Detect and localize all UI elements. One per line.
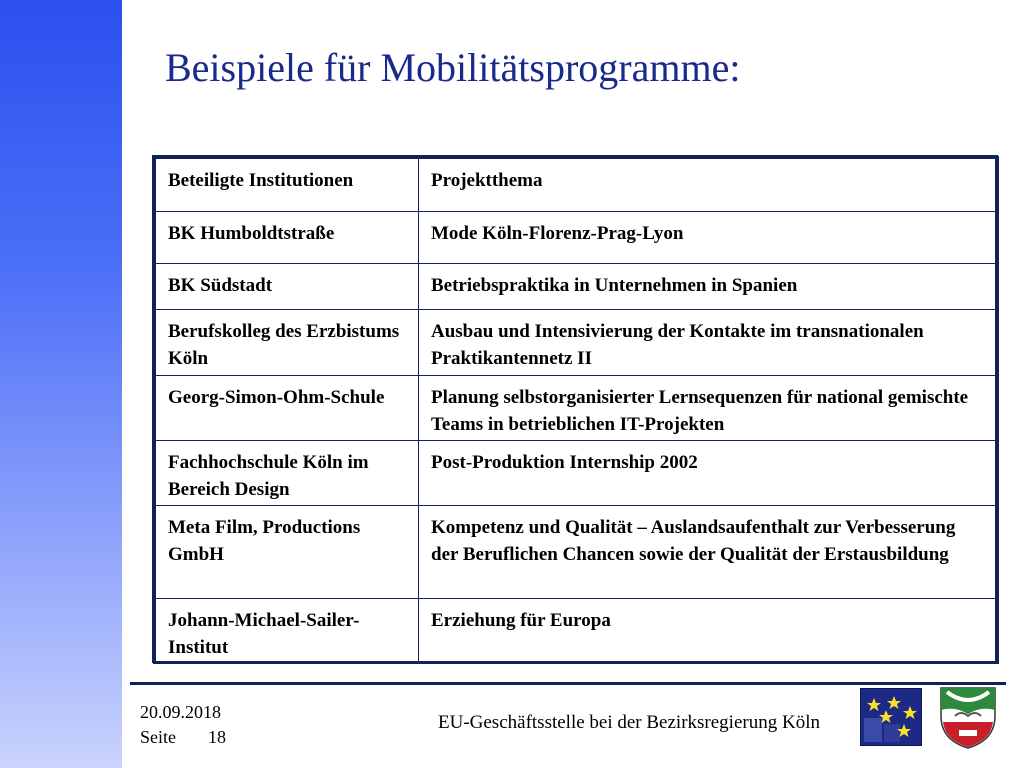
table-row bbox=[156, 310, 996, 376]
cell-institution: Meta Film, Productions GmbH bbox=[156, 506, 419, 599]
eu-stars-logo-icon bbox=[860, 688, 922, 746]
cell-project: Ausbau und Intensivierung der Kontakte im transnationalen Praktikantennetz II bbox=[419, 310, 996, 376]
page-number: 18 bbox=[208, 727, 226, 747]
header-institutions: Beteiligte Institutionen bbox=[156, 159, 419, 212]
programs-table bbox=[152, 155, 998, 663]
side-gradient-bar bbox=[0, 0, 122, 768]
footer-page-info bbox=[140, 727, 226, 748]
cell-project: Erziehung für Europa bbox=[419, 599, 996, 662]
cell-institution: BK Humboldtstraße bbox=[156, 212, 419, 264]
cell-institution: Georg-Simon-Ohm-Schule bbox=[156, 376, 419, 441]
table-header-row bbox=[156, 159, 996, 212]
cell-project: Kompetenz und Qualität – Auslandsaufenthalt zur Verbesserung der Beruflichen Chancen sowie der Qualität der Erstausbildung bbox=[419, 506, 996, 599]
cell-institution: Berufskolleg des Erzbistums Köln bbox=[156, 310, 419, 376]
table-row bbox=[156, 441, 996, 506]
footer-organization: EU-Geschäftsstelle bei der Bezirksregierung Köln bbox=[438, 712, 820, 733]
header-project-topic: Projektthema bbox=[419, 159, 996, 212]
table-row bbox=[156, 506, 996, 599]
cell-institution: BK Südstadt bbox=[156, 264, 419, 310]
cell-project: Planung selbstorganisierter Lernsequenzen für national gemischte Teams in betrieblichen IT-Projekten bbox=[419, 376, 996, 441]
footer-divider bbox=[130, 682, 1006, 685]
table-row bbox=[156, 212, 996, 264]
slide-title: Beispiele für Mobilitätsprogramme: bbox=[165, 45, 741, 90]
cell-institution: Johann-Michael-Sailer-Institut bbox=[156, 599, 419, 662]
table-row bbox=[156, 599, 996, 662]
cell-project: Betriebspraktika in Unternehmen in Spanien bbox=[419, 264, 996, 310]
page-label: Seite bbox=[140, 727, 176, 747]
cell-institution: Fachhochschule Köln im Bereich Design bbox=[156, 441, 419, 506]
nrw-coat-of-arms-icon bbox=[937, 686, 999, 750]
cell-project: Mode Köln-Florenz-Prag-Lyon bbox=[419, 212, 996, 264]
cell-project: Post-Produktion Internship 2002 bbox=[419, 441, 996, 506]
footer-date: 20.09.2018 bbox=[140, 702, 221, 722]
table-row bbox=[156, 376, 996, 441]
table-row bbox=[156, 264, 996, 310]
